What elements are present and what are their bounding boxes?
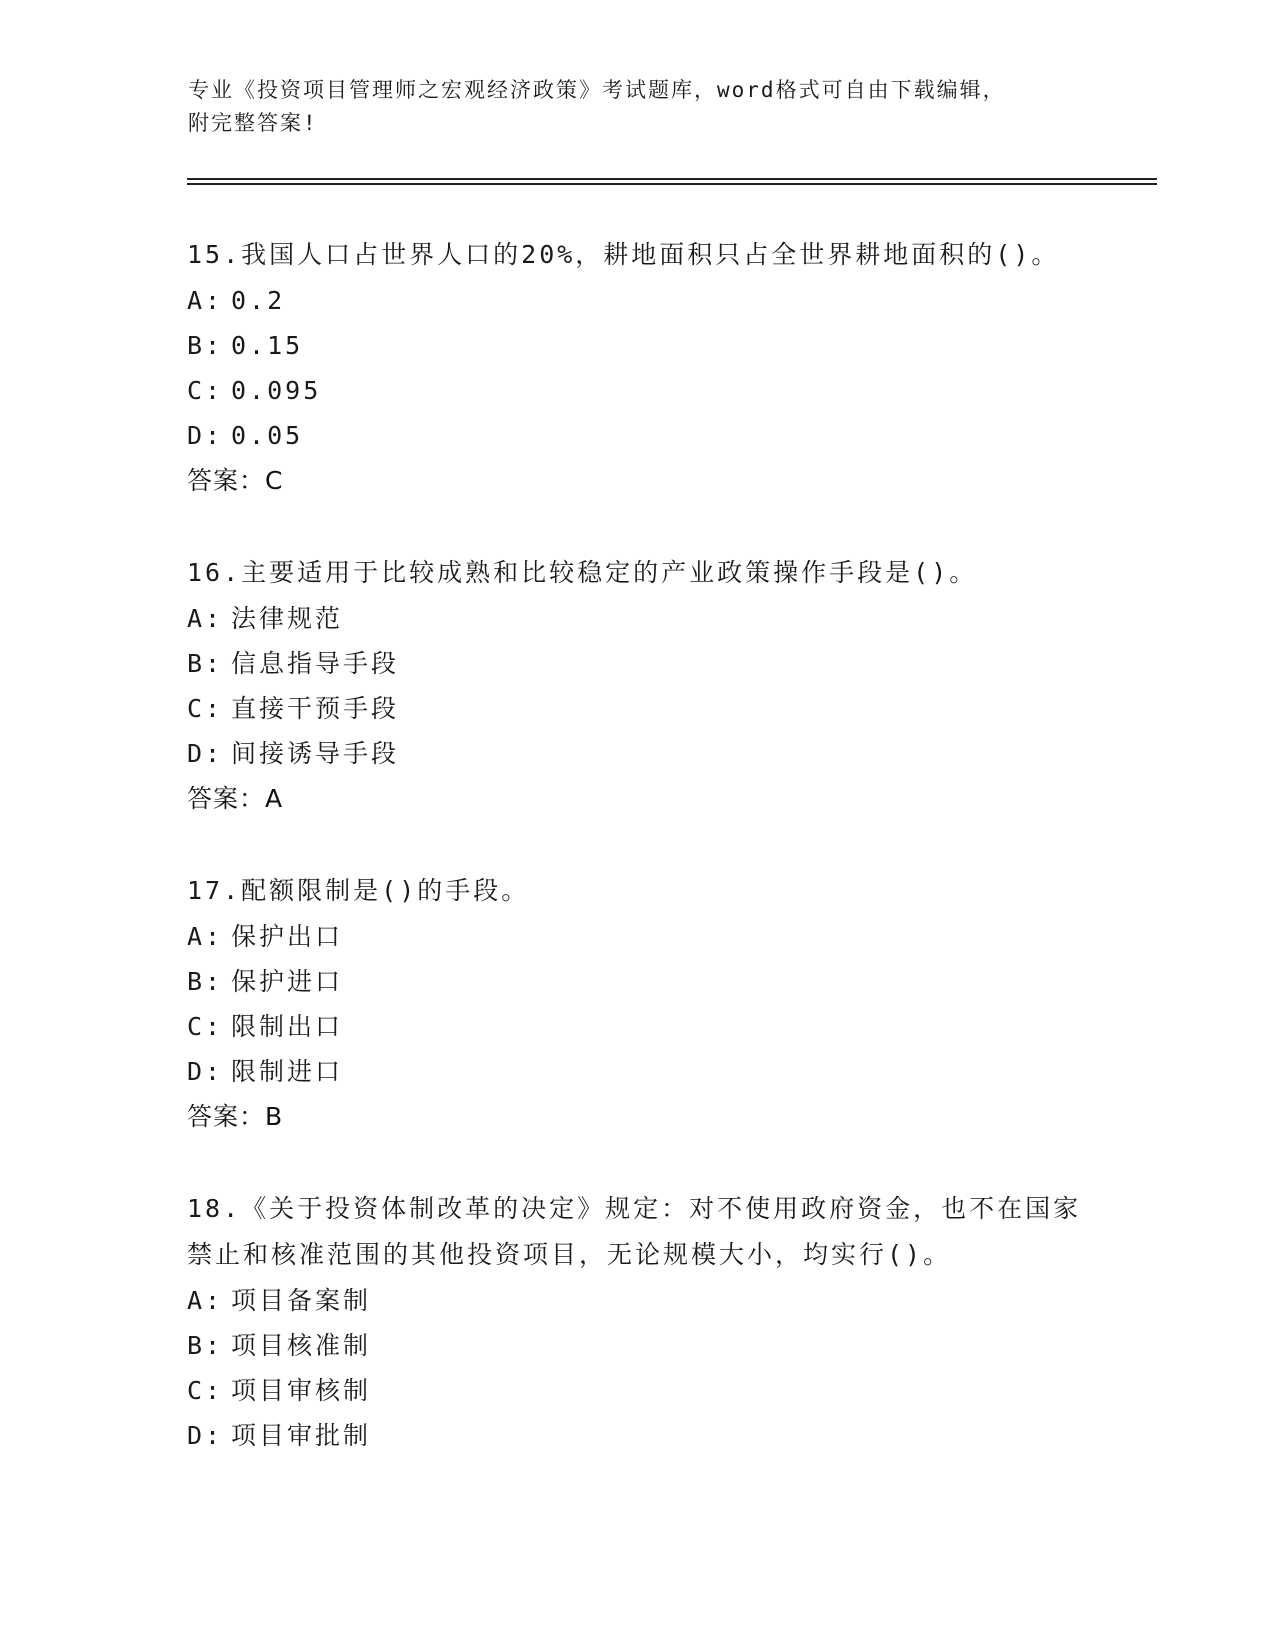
question-option — [187, 596, 1087, 641]
document-header — [188, 74, 1088, 140]
question-item — [187, 550, 1087, 822]
question-stem: 15.我国人口占世界人口的20%，耕地面积只占全世界耕地面积的()。 — [187, 240, 1060, 269]
header-line-1: 专业《投资项目管理师之宏观经济政策》考试题库，word格式可自由下载编辑， — [188, 78, 1006, 102]
option-key: A: — [187, 286, 224, 315]
question-option — [187, 914, 1087, 959]
question-option — [187, 368, 1087, 413]
option-key: B: — [187, 649, 224, 678]
question-option — [187, 1049, 1087, 1094]
question-option — [187, 413, 1087, 458]
option-key: A: — [187, 1286, 224, 1315]
option-key: B: — [187, 331, 224, 360]
option-key: D: — [187, 1421, 224, 1450]
option-key: C: — [187, 376, 224, 405]
question-option — [187, 1413, 1087, 1458]
question-option — [187, 1323, 1087, 1368]
header-divider-top — [187, 178, 1157, 180]
option-key: C: — [187, 694, 224, 723]
option-text: 保护进口 — [231, 967, 344, 996]
option-text: 0.15 — [231, 331, 304, 360]
option-text: 间接诱导手段 — [231, 739, 400, 768]
option-text: 限制出口 — [231, 1012, 344, 1041]
header-divider-bottom — [187, 183, 1157, 185]
option-key: D: — [187, 1057, 224, 1086]
option-text: 法律规范 — [231, 604, 344, 633]
header-line-2: 附完整答案! — [188, 111, 318, 135]
option-text: 直接干预手段 — [231, 694, 400, 723]
option-key: B: — [187, 967, 224, 996]
option-text: 0.05 — [231, 421, 304, 450]
option-key: C: — [187, 1012, 224, 1041]
question-option — [187, 323, 1087, 368]
option-key: A: — [187, 922, 224, 951]
option-text: 项目审批制 — [231, 1421, 372, 1450]
option-text: 项目备案制 — [231, 1286, 372, 1315]
question-option — [187, 1278, 1087, 1323]
question-option — [187, 1004, 1087, 1049]
question-stem: 16.主要适用于比较成熟和比较稳定的产业政策操作手段是()。 — [187, 558, 978, 587]
option-text: 限制进口 — [231, 1057, 344, 1086]
option-text: 0.095 — [231, 376, 322, 405]
option-key: B: — [187, 1331, 224, 1360]
question-option — [187, 959, 1087, 1004]
option-text: 项目审核制 — [231, 1376, 372, 1405]
question-option — [187, 686, 1087, 731]
option-text: 项目核准制 — [231, 1331, 372, 1360]
question-option — [187, 1368, 1087, 1413]
option-key: D: — [187, 421, 224, 450]
question-item — [187, 232, 1087, 504]
question-stem: 17.配额限制是()的手段。 — [187, 876, 530, 905]
question-list — [187, 232, 1087, 1504]
question-answer: 答案：B — [187, 1102, 284, 1131]
question-answer: 答案：A — [187, 784, 284, 813]
question-stem: 18.《关于投资体制改革的决定》规定：对不使用政府资金，也不在国家禁止和核准范围的其他投资项目，无论规模大小，均实行()。 — [187, 1194, 1082, 1269]
option-text: 保护出口 — [231, 922, 344, 951]
option-text: 0.2 — [231, 286, 286, 315]
question-option — [187, 731, 1087, 776]
option-key: D: — [187, 739, 224, 768]
option-text: 信息指导手段 — [231, 649, 400, 678]
question-answer: 答案：C — [187, 466, 284, 495]
question-option — [187, 278, 1087, 323]
question-option — [187, 641, 1087, 686]
question-item — [187, 868, 1087, 1140]
question-item — [187, 1186, 1087, 1458]
option-key: A: — [187, 604, 224, 633]
option-key: C: — [187, 1376, 224, 1405]
